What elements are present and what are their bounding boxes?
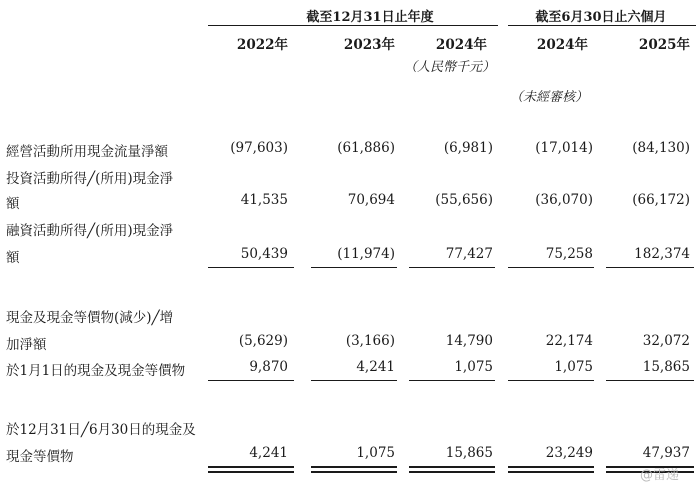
subtotal-rule-2024-h1 (508, 267, 594, 268)
row-label-opening-cash: 於1月1日的現金及現金等價物 (6, 363, 186, 379)
row-label-financing-cont: 額 (6, 250, 20, 266)
period-header-fiscal-year: 截至12月31日止年度 (306, 10, 434, 25)
cell-closing-2023: 1,075 (356, 445, 395, 461)
period-header-six-months: 截至6月30日止六個月 (535, 10, 667, 25)
unit-note: （人民幣千元） (404, 60, 496, 75)
cell-investing-2025-h1: (66,172) (632, 192, 690, 208)
row-label-net-change: 現金及現金等價物(減少)╱增 (6, 310, 174, 326)
total-rule-top-2023 (311, 466, 397, 468)
year-header-2024: 2024年 (435, 37, 487, 53)
period-underline-six-months (508, 25, 696, 26)
cell-operating-2025-h1: (84,130) (632, 140, 690, 156)
cell-closing-2024-h1: 23,249 (545, 445, 593, 461)
row-label-closing-cash: 於12月31日╱6月30日的現金及 (6, 422, 196, 438)
cell-financing-2025-h1: 182,374 (634, 246, 690, 262)
row-label-financing: 融資活動所得╱(所用)現金淨 (6, 223, 174, 239)
cell-closing-2024: 15,865 (445, 445, 493, 461)
subtotal-rule2-2024-h1 (508, 380, 594, 381)
cell-operating-2024-h1: (17,014) (535, 140, 593, 156)
total-rule-top-2024-h1 (508, 466, 594, 468)
watermark: @雷递 (640, 468, 680, 483)
row-label-investing-cont: 額 (6, 196, 20, 212)
subtotal-rule-2023 (311, 267, 397, 268)
cell-closing-2022: 4,241 (249, 445, 288, 461)
cell-operating-2023: (61,886) (337, 140, 395, 156)
total-rule-bottom-2024 (409, 471, 495, 473)
year-header-2022: 2022年 (236, 37, 288, 53)
cell-financing-2024-h1: 75,258 (545, 246, 593, 262)
subtotal-rule2-2025-h1 (606, 380, 694, 381)
total-rule-bottom-2024-h1 (508, 471, 594, 473)
cell-operating-2022: (97,603) (230, 140, 288, 156)
cell-investing-2023: 70,694 (347, 192, 395, 208)
cell-financing-2024: 77,427 (445, 246, 493, 262)
period-underline-fiscal (208, 25, 498, 26)
cell-net-change-2025-h1: 32,072 (642, 333, 690, 349)
subtotal-rule2-2022 (208, 380, 294, 381)
cell-net-change-2024: 14,790 (445, 333, 493, 349)
cell-closing-2025-h1: 47,937 (642, 445, 690, 461)
total-rule-top-2022 (208, 466, 294, 468)
cell-opening-2022: 9,870 (249, 359, 288, 375)
year-header-2023: 2023年 (343, 37, 395, 53)
row-label-net-change-cont: 加淨額 (6, 337, 47, 353)
cell-net-change-2024-h1: 22,174 (545, 333, 593, 349)
cell-net-change-2023: (3,166) (345, 333, 395, 349)
cell-opening-2023: 4,241 (356, 359, 395, 375)
cell-investing-2024-h1: (36,070) (535, 192, 593, 208)
cell-financing-2023: (11,974) (337, 246, 395, 262)
subtotal-rule2-2024 (409, 380, 495, 381)
unaudited-note: （未經審核） (510, 90, 589, 105)
total-rule-top-2024 (409, 466, 495, 468)
cell-financing-2022: 50,439 (240, 246, 288, 262)
year-header-2025-h1: 2025年 (638, 37, 690, 53)
subtotal-rule-2022 (208, 267, 294, 268)
subtotal-rule-2025-h1 (606, 267, 694, 268)
cell-opening-2025-h1: 15,865 (642, 359, 690, 375)
cell-operating-2024: (6,981) (443, 140, 493, 156)
cell-opening-2024: 1,075 (454, 359, 493, 375)
cell-investing-2024: (55,656) (435, 192, 493, 208)
cell-opening-2024-h1: 1,075 (554, 359, 593, 375)
row-label-operating: 經營活動所用現金流量淨額 (6, 144, 168, 160)
cell-investing-2022: 41,535 (240, 192, 288, 208)
subtotal-rule-2024 (409, 267, 495, 268)
year-header-2024-h1: 2024年 (536, 37, 588, 53)
total-rule-bottom-2023 (311, 471, 397, 473)
total-rule-bottom-2022 (208, 471, 294, 473)
cell-net-change-2022: (5,629) (238, 333, 288, 349)
row-label-closing-cash-cont: 現金等價物 (6, 449, 74, 465)
row-label-investing: 投資活動所得╱(所用)現金淨 (6, 171, 174, 187)
subtotal-rule2-2023 (311, 380, 397, 381)
